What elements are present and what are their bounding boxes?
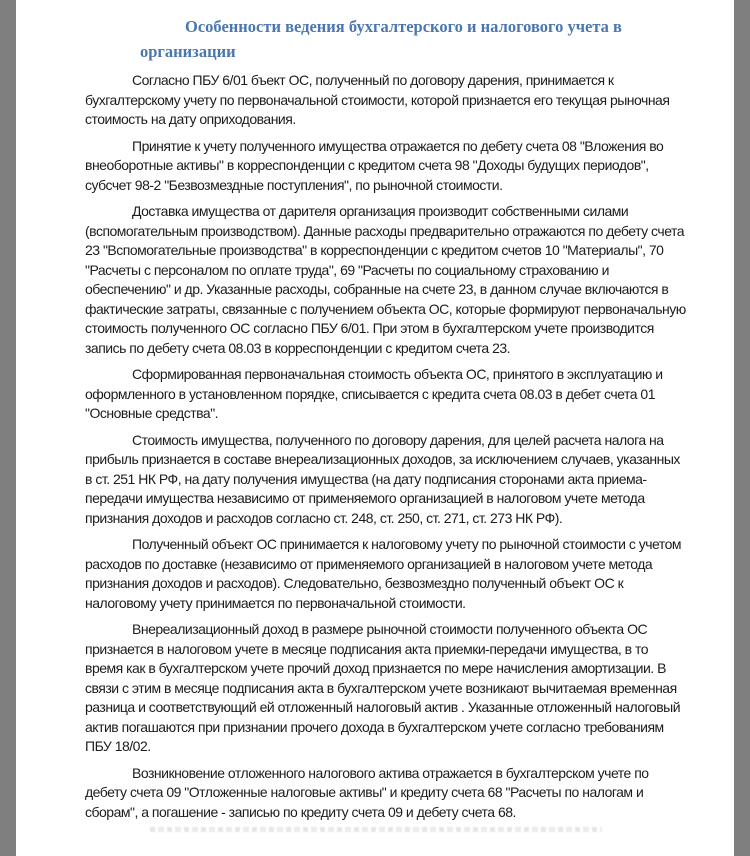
paragraph: Сформированная первоначальная стоимость объекта ОС, принятого в эксплуатацию и оформленного в установленном порядке, списывается с кредита счета 08.03 в дебет счета 01 "Основные средства".	[85, 366, 663, 421]
paragraph: Принятие к учету полученного имущества отражается по дебету счета 08 "Вложения во внеоборотные активы" в корреспонденции с кредитом счета 98 "Доходы будущих периодов", субсчет 98-2 "Безвозмездные поступления", по рыночной стоимости.	[85, 137, 664, 193]
paragraph: Внереализационный доход в размере рыночной стоимости полученного объекта ОС признается в налоговом учете в месяце подписания акта приемки-передачи имущества, в то время как в бухгалтерском учете прочий доход признается по мере начисления амортизации. В связи с этим в месяце подписания акта в бухгалтерском учете возникают вычитаемая временная разница и соответствующий ей отложенный налоговый актив . Указанные отложенный налоговый актив погашаются при признании прочего дохода в бухгалтерском учете согласно требованиям ПБУ 18/02.	[85, 621, 681, 754]
document-content	[16, 0, 734, 822]
document-title: Особенности ведения бухгалтерского и налогового учета в организации	[140, 17, 622, 61]
paragraph: Согласно ПБУ 6/01 бъект ОС, полученный по договору дарения, принимается к бухгалтерскому учету по первоначальной стоимости, которой признается его текущая рыночная стоимость на дату оприходования.	[85, 72, 670, 127]
clipped-next-line-ghost	[150, 827, 602, 832]
paragraph: Стоимость имущества, полученного по договору дарения, для целей расчета налога на прибыль признается в составе внереализационных доходов, за исключением случаев, указанных в ст. 251 НК РФ, на дату получения имущества (на дату подписания сторонами акта приема-передачи имущества независимо от применяемого организацией в налоговом учете метода признания доходов и расходов согласно ст. 248, ст. 250, ст. 271, ст. 273 НК РФ).	[85, 431, 680, 526]
paragraph: Возникновение отложенного налогового актива отражается в бухгалтерском учете по дебету счета 09 "Отложенные налоговые активы" и кредиту счета 68 "Расчеты по налогам и сборам", а погашение - записью по кредиту счета 09 и дебету счета 68.	[85, 764, 649, 820]
paragraph: Полученный объект ОС принимается к налоговому учету по рыночной стоимости с учетом расходов по доставке (независимо от применяемого организацией в налоговом учете метода признания доходов и расходов). Следовательно, безвозмездно полученный объект ОС к налоговому учету принимается по первоначальной стоимости.	[85, 536, 682, 611]
paragraph: Доставка имущества от дарителя организация производит собственными силами (вспомогательным производством). Данные расходы предварительно отражаются по дебету счета 23 "Вспомогательные производства" в корреспонденции с кредитом счетов 10 "Материалы", 70 "Расчеты с персоналом по оплате труда", 69 "Расчеты по социальному страхованию и обеспечению" и др. Указанные расходы, собранные на счете 23, в данном случае включаются в фактические затраты, связанные с получением объекта ОС, которые формируют первоначальную стоимость полученного ОС согласно ПБУ 6/01. При этом в бухгалтерском учете производится запись по дебету счета 08.03 в корреспонденции с кредитом счета 23.	[85, 203, 686, 356]
document-page	[16, 0, 734, 856]
